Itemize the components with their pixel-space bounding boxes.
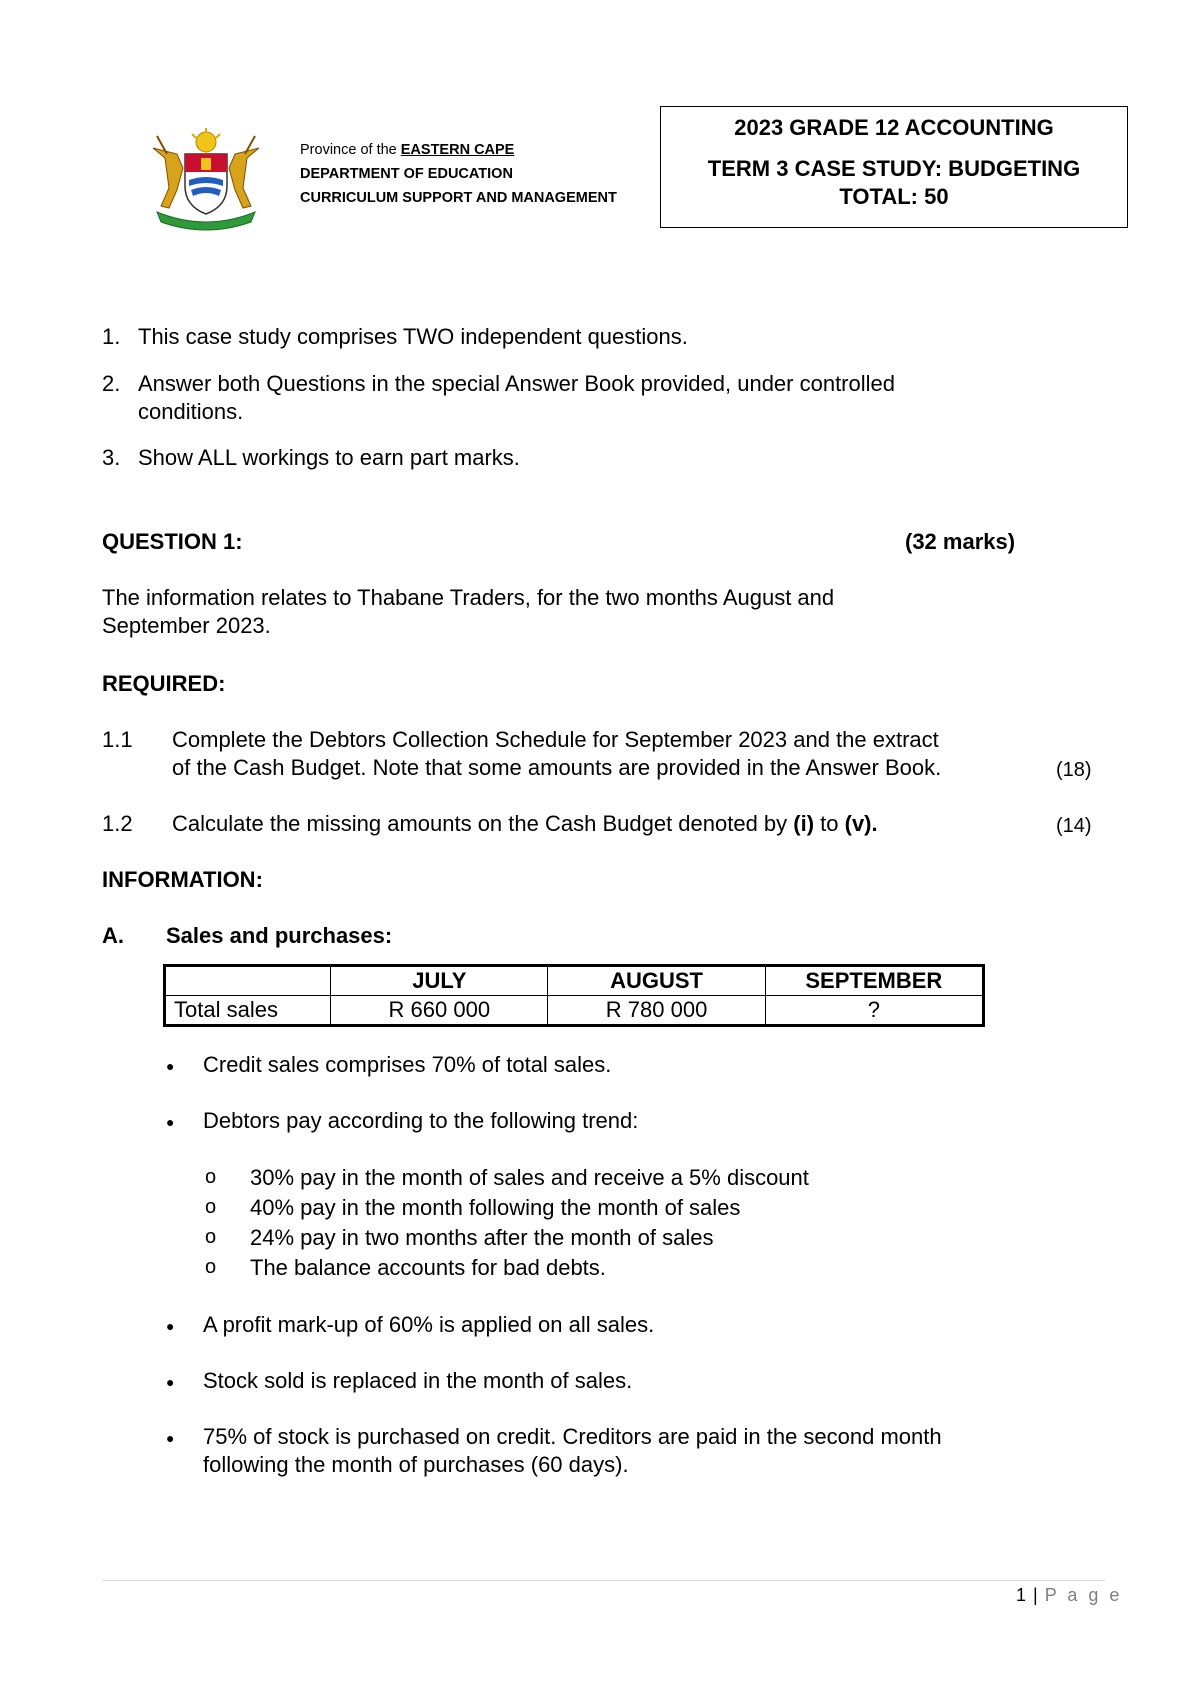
circle-bullet-icon: o (205, 1166, 217, 1188)
sales-table (163, 964, 985, 1027)
information-heading: INFORMATION: (102, 867, 263, 892)
question-intro: The information relates to Thabane Traders, for the two months August and (102, 585, 835, 610)
page-footer: 1 | P a g e (1016, 1585, 1123, 1605)
task-1-1-text-cont: of the Cash Budget. Note that some amounts are provided in the Answer Book. (172, 755, 942, 780)
table-header-cell (165, 966, 331, 996)
bullet-icon: ● (166, 1374, 175, 1390)
title-line-1: 2023 GRADE 12 ACCOUNTING (734, 115, 1054, 140)
question-heading: QUESTION 1: (102, 529, 243, 554)
section-a-letter: A. (102, 923, 124, 948)
instruction-2-text-cont: conditions. (138, 399, 244, 424)
question-intro-cont: September 2023. (102, 613, 271, 638)
footer-divider (102, 1580, 1105, 1581)
circle-bullet-icon: o (205, 1196, 217, 1218)
instruction-1-number: 1. (102, 324, 121, 349)
task-1-1-text: Complete the Debtors Collection Schedule for September 2023 and the extract (172, 727, 939, 752)
table-header-cell: JULY (331, 966, 548, 996)
sub-bullet-2: 40% pay in the month following the month of sales (250, 1195, 741, 1220)
table-row (165, 996, 984, 1026)
bullet-icon: ● (166, 1058, 175, 1074)
bullet-1-text: Credit sales comprises 70% of total sales. (203, 1052, 612, 1077)
bullet-2-text: Debtors pay according to the following trend: (203, 1108, 639, 1133)
required-heading: REQUIRED: (102, 671, 226, 696)
instruction-3-text: Show ALL workings to earn part marks. (138, 445, 520, 470)
task-1-2-marks: (14) (1056, 815, 1092, 837)
section-a-title: Sales and purchases: (166, 923, 393, 948)
instruction-2-text: Answer both Questions in the special Answer Book provided, under controlled (138, 371, 895, 396)
table-header-row (165, 966, 984, 996)
bullet-5-text-cont: following the month of purchases (60 days). (203, 1452, 629, 1477)
task-1-1-number: 1.1 (102, 727, 133, 752)
instruction-2-number: 2. (102, 371, 121, 396)
sub-bullet-4: The balance accounts for bad debts. (250, 1255, 606, 1280)
table-row-label: Total sales (165, 996, 331, 1026)
department-line: DEPARTMENT OF EDUCATION (300, 166, 513, 182)
circle-bullet-icon: o (205, 1256, 217, 1278)
department-header (300, 138, 617, 210)
title-box (660, 106, 1128, 228)
task-1-2-text: Calculate the missing amounts on the Cash Budget denoted by (i) to (v). (172, 811, 878, 836)
table-header-cell: SEPTEMBER (765, 966, 983, 996)
sub-bullet-1: 30% pay in the month of sales and receive a 5% discount (250, 1165, 809, 1190)
instruction-1-text: This case study comprises TWO independent questions. (138, 324, 688, 349)
coat-of-arms-logo (143, 128, 269, 232)
bullet-icon: ● (166, 1318, 175, 1334)
question-marks: (32 marks) (905, 529, 1016, 554)
sub-bullet-3: 24% pay in two months after the month of sales (250, 1225, 714, 1250)
bullet-icon: ● (166, 1114, 175, 1130)
bullet-icon: ● (166, 1430, 175, 1446)
title-line-3: TOTAL: 50 (839, 184, 949, 209)
bullet-5-text: 75% of stock is purchased on credit. Creditors are paid in the second month (203, 1424, 942, 1449)
task-1-1-marks: (18) (1056, 759, 1092, 781)
province-line: Province of the EASTERN CAPE (300, 142, 515, 158)
table-cell: R 780 000 (548, 996, 765, 1026)
table-cell: ? (765, 996, 983, 1026)
unit-line: CURRICULUM SUPPORT AND MANAGEMENT (300, 190, 617, 206)
title-line-2: TERM 3 CASE STUDY: BUDGETING (707, 156, 1081, 181)
task-1-2-number: 1.2 (102, 811, 133, 836)
instruction-3-number: 3. (102, 445, 121, 470)
bullet-4-text: Stock sold is replaced in the month of sales. (203, 1368, 633, 1393)
table-cell: R 660 000 (331, 996, 548, 1026)
table-header-cell: AUGUST (548, 966, 765, 996)
circle-bullet-icon: o (205, 1226, 217, 1248)
bullet-3-text: A profit mark-up of 60% is applied on all sales. (203, 1312, 655, 1337)
